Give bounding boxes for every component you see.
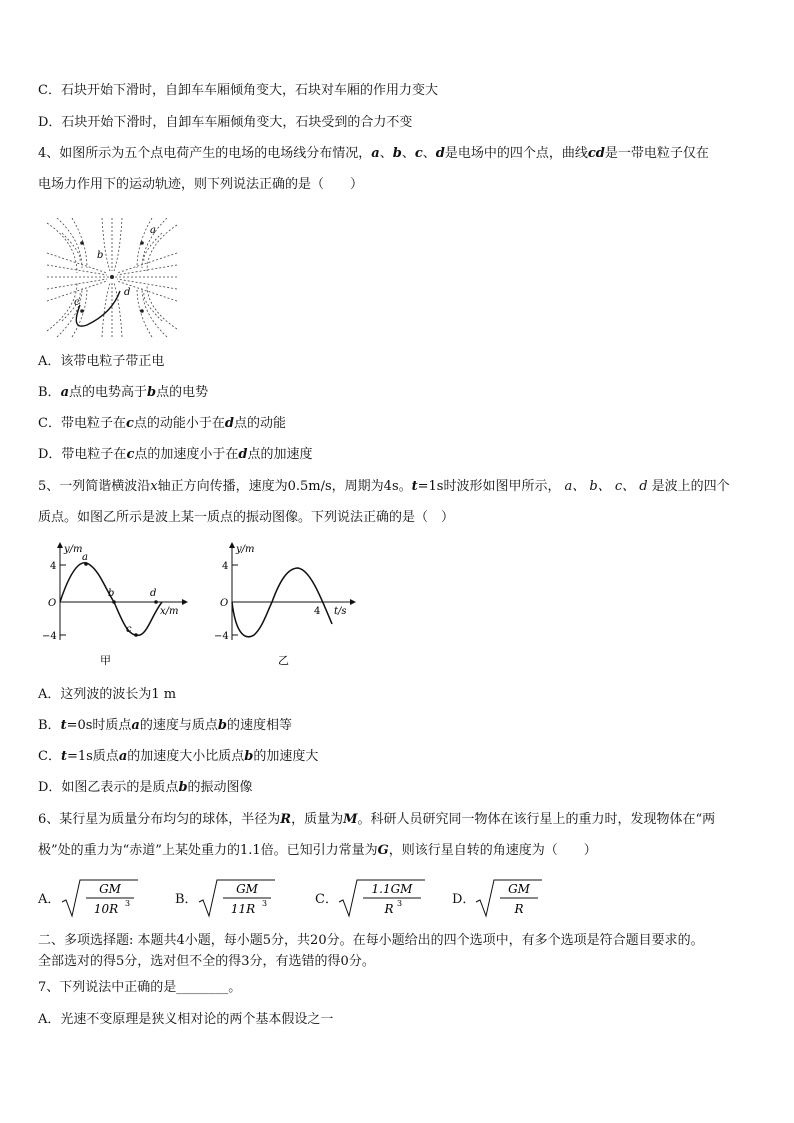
q4-stem-line2: 电场力作用下的运动轨迹，则下列说法正确的是（ ）	[38, 177, 364, 192]
q5-vibration-graph	[210, 540, 360, 670]
svg-text:10R: 10R	[93, 902, 119, 916]
q4-option-b: B．a点的电势高于b点的电势	[38, 385, 209, 400]
section2-instructions-line2: 全部选对的得5分，选对但不全的得3分，有选错的得0分。	[38, 954, 375, 969]
q5-figb-tick: 4	[314, 606, 321, 617]
q5-figa-xlabel: x/m	[160, 606, 179, 617]
q4-stem-line1: 4、如图所示为五个点电荷产生的电场的电场线分布情况，a、b、c、d是电场中的四个点，曲线cd是一带电粒子仅在	[38, 146, 709, 161]
q4-fig-label-d: d	[124, 287, 131, 298]
q5-option-a: A．这列波的波长为1 m	[38, 687, 177, 702]
q5-figa-point-a: a	[82, 552, 88, 563]
q5-option-d: D．如图乙表示的是质点b的振动图像	[38, 780, 253, 795]
svg-text:GM: GM	[236, 882, 258, 896]
q4-fig-label-a: a	[150, 225, 156, 236]
q5-wave-graph	[40, 540, 190, 670]
q6-stem-line1: 6、某行星为质量分布均匀的球体，半径为R，质量为M。科研人员研究同一物体在该行星上的重力时，发现物体在“两	[38, 812, 716, 827]
svg-text:R: R	[384, 902, 394, 916]
q7-stem: 7、下列说法中正确的是________。	[38, 980, 242, 995]
q3-option-d: D．石块开始下滑时，自卸车车厢倾角变大，石块受到的合力不变	[38, 115, 413, 130]
q6-option-b-formula	[197, 878, 277, 920]
q5-figa-ylabel: y/m	[64, 544, 83, 555]
svg-text:11R: 11R	[230, 902, 256, 916]
q5-figb-ypos: 4	[222, 561, 229, 572]
q5-figa-point-b: b	[108, 588, 115, 599]
q4-option-a: A．该带电粒子带正电	[38, 354, 165, 369]
q5-figb-ylabel: y/m	[236, 544, 255, 555]
q6-stem-line2: 极”处的重力为“赤道”上某处重力的1.1倍。已知引力常量为G，则该行星自转的角速度为（ ）	[38, 843, 597, 858]
q5-figb-origin: O	[220, 598, 229, 609]
q5-figb-yneg: −4	[214, 631, 229, 642]
q6-option-c-formula	[337, 878, 427, 920]
q4-fig-label-b: b	[97, 250, 104, 261]
q5-stem-line1: 5、一列简谐横波沿x轴正方向传播，速度为0.5m/s，周期为4s。t=1s时波形如图甲所示， a、 b、 c、 d 是波上的四个	[38, 479, 730, 494]
q5-option-b: B．t=0s时质点a的速度与质点b的速度相等	[38, 718, 292, 733]
svg-text:GM: GM	[99, 882, 121, 896]
q4-fig-label-c: c	[74, 297, 80, 308]
q6-option-d-formula	[474, 878, 544, 920]
q5-option-c: C．t=1s质点a的加速度大小比质点b的加速度大	[38, 749, 319, 764]
q5-figb-caption: 乙	[278, 654, 289, 667]
q5-figa-ypos: 4	[50, 561, 57, 572]
svg-text:GM: GM	[508, 882, 530, 896]
q6-option-a-formula	[60, 878, 140, 920]
q5-figa-point-c: c	[126, 624, 132, 635]
q4-field-line-figure	[42, 213, 182, 341]
q5-figa-yneg: −4	[42, 631, 57, 642]
section2-instructions-line1: 二、多项选择题: 本题共4小题，每小题5分，共20分。在每小题给出的四个选项中，有多个选项是符合题目要求的。	[38, 933, 704, 948]
svg-text:R: R	[514, 902, 524, 916]
svg-text:3: 3	[125, 899, 131, 908]
svg-text:3: 3	[262, 899, 268, 908]
q5-figb-xlabel: t/s	[334, 606, 347, 617]
q5-figa-point-d: d	[150, 588, 157, 599]
svg-text:3: 3	[397, 899, 403, 908]
q5-figa-caption: 甲	[100, 654, 111, 667]
q5-stem-line2: 质点。如图乙所示是波上某一质点的振动图像。下列说法正确的是（ ）	[38, 510, 455, 525]
q4-option-c: C．带电粒子在c点的动能小于在d点的动能	[38, 416, 286, 431]
svg-text:1.1GM: 1.1GM	[371, 882, 413, 896]
q4-option-d: D．带电粒子在c点的加速度小于在d点的加速度	[38, 447, 313, 462]
q3-option-c: C．石块开始下滑时，自卸车车厢倾角变大，石块对车厢的作用力变大	[38, 83, 438, 98]
q7-option-a: A．光速不变原理是狭义相对论的两个基本假设之一	[38, 1012, 334, 1027]
q5-figa-origin: O	[48, 598, 57, 609]
